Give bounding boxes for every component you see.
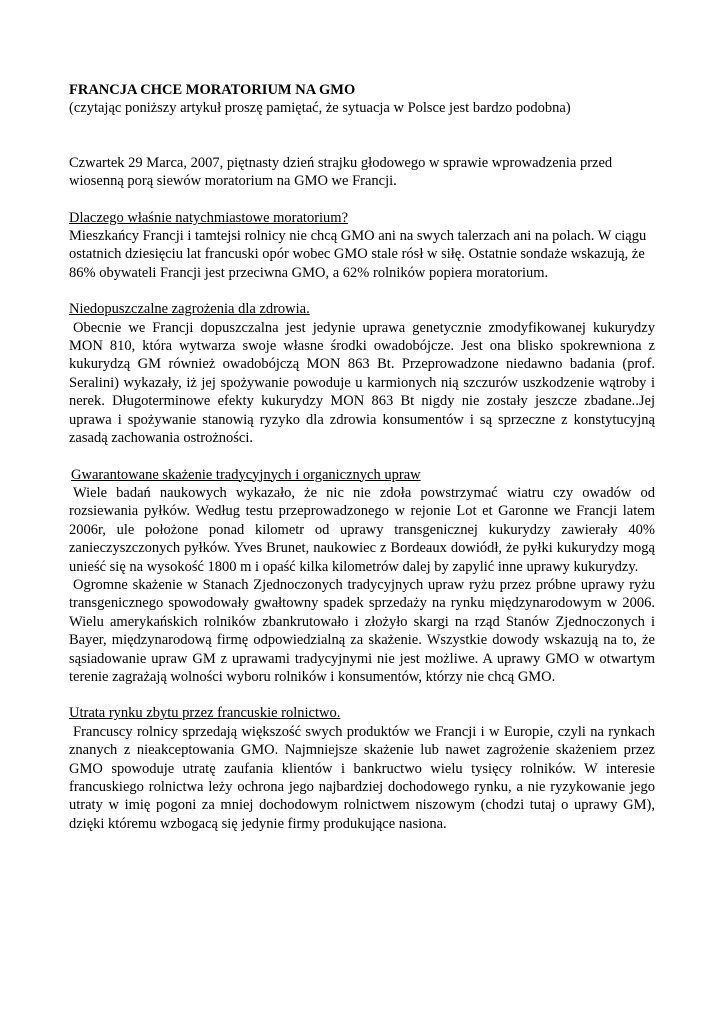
- section-health-risks: [69, 300, 655, 447]
- section-heading: Niedopuszczalne zagrożenia dla zdrowia.: [69, 301, 310, 318]
- section-contamination: [69, 466, 655, 687]
- document-page: [69, 81, 655, 833]
- section-heading: Utrata rynku zbytu przez francuskie rolnictwo.: [69, 705, 341, 722]
- section-heading: Gwarantowane skażenie tradycyjnych i organicznych upraw: [71, 466, 421, 483]
- section-market-loss: [69, 704, 655, 833]
- section-heading: Dlaczego właśnie natychmiastowe moratorium?: [69, 209, 349, 226]
- document-subtitle: (czytając poniższy artykuł proszę pamiętać, że sytuacja w Polsce jest bardzo podobna): [69, 100, 571, 117]
- document-title: FRANCJA CHCE MORATORIUM NA GMO: [69, 82, 356, 98]
- section-paragraph: Ogromne skażenie w Stanach Zjednoczonych tradycyjnych upraw ryżu przez próbne uprawy ryżu transgenicznego spowodowały gwałtowny spadek sprzedaży na rynku międzynarodowym w 2006. Wielu amerykańskich rolników zbankrutowało i złożyło skargi na rząd Stanów Zjednoczonych i Bayer, międzynarodową firmę odpowiedzialną za skażenie. Wszystkie dowody wskazują na to, że sąsiadowanie upraw GM z uprawami tradycyjnymi nie jest możliwe. A uprawy GMO w otwartym terenie zagrażają wolności wyboru rolników i konsumentów, którzy nie chcą GMO.: [69, 576, 655, 685]
- section-paragraph: Obecnie we Francji dopuszczalna jest jedynie uprawa genetycznie zmodyfikowanej kukurydzy MON 810, która wytwarza swoje własne środki owadobójcze. Jest ona blisko spokrewniona z kukurydzą GM również owadobójczą MON 863 Bt. Przeprowadzone niedawno badania (prof. Seralini) wykazały, iż jej spożywanie powoduje u karmionych nią szczurów uszkodzenie wątroby i nerek. Długoterminowe efekty kukurydzy MON 863 Bt nigdy nie zostały jeszcze zbadane..Jej uprawa i spożywanie stanowią ryzyko dla zdrowia konsumentów i są sprzeczne z konstytucyjną zasadą zachowania ostrożności.: [69, 319, 655, 447]
- section-paragraph: Wiele badań naukowych wykazało, że nic nie zdoła powstrzymać wiatru czy owadów od rozsiewania pyłków. Według testu przeprowadzonego w rejonie Lot et Garonne we Francji latem 2006r, ule położone ponad kilometr od uprawy transgenicznej kukurydzy zawierały 40% zanieczyszczonych pyłków. Yves Brunet, naukowiec z Bordeaux dowiódł, że pyłki kukurydzy mogą unieść się na wysokość 1800 m i opaść kilka kilometrów dalej by zapylić inne uprawy kukurydzy.: [69, 484, 655, 575]
- section-paragraph: Francuscy rolnicy sprzedają większość swych produktów we Francji i w Europie, czyli na rynkach znanych z nieakceptowania GMO. Najmniejsze skażenie lub nawet zagrożenie skażeniem przez GMO spowoduje utratę zaufania klientów i bankructwo wielu tysięcy rolników. W interesie francuskiego rolnictwa leży ochrona jego najbardziej dochodowego rynku, a nie ryzykowanie jego utraty w imię pogoni za mniej dochodowym rolnictwem niszowym (chodzi tutaj o uprawy GM), dzięki któremu wzbogacą się jedynie firmy produkujące nasiona.: [69, 723, 655, 832]
- section-immediate-moratorium: [69, 209, 655, 283]
- section-paragraph: Mieszkańcy Francji i tamtejsi rolnicy nie chcą GMO ani na swych talerzach ani na polach. W ciągu ostatnich dziesięciu lat francuski opór wobec GMO stale rósł w siłę. Ostatnie sondaże wskazują, że 86% obywateli Francji jest przeciwna GMO, a 62% rolników popiera moratorium.: [69, 228, 647, 281]
- intro-paragraph: Czwartek 29 Marca, 2007, piętnasty dzień strajku głodowego w sprawie wprowadzenia przed wiosenną porą siewów moratorium na GMO we Francji.: [69, 154, 613, 190]
